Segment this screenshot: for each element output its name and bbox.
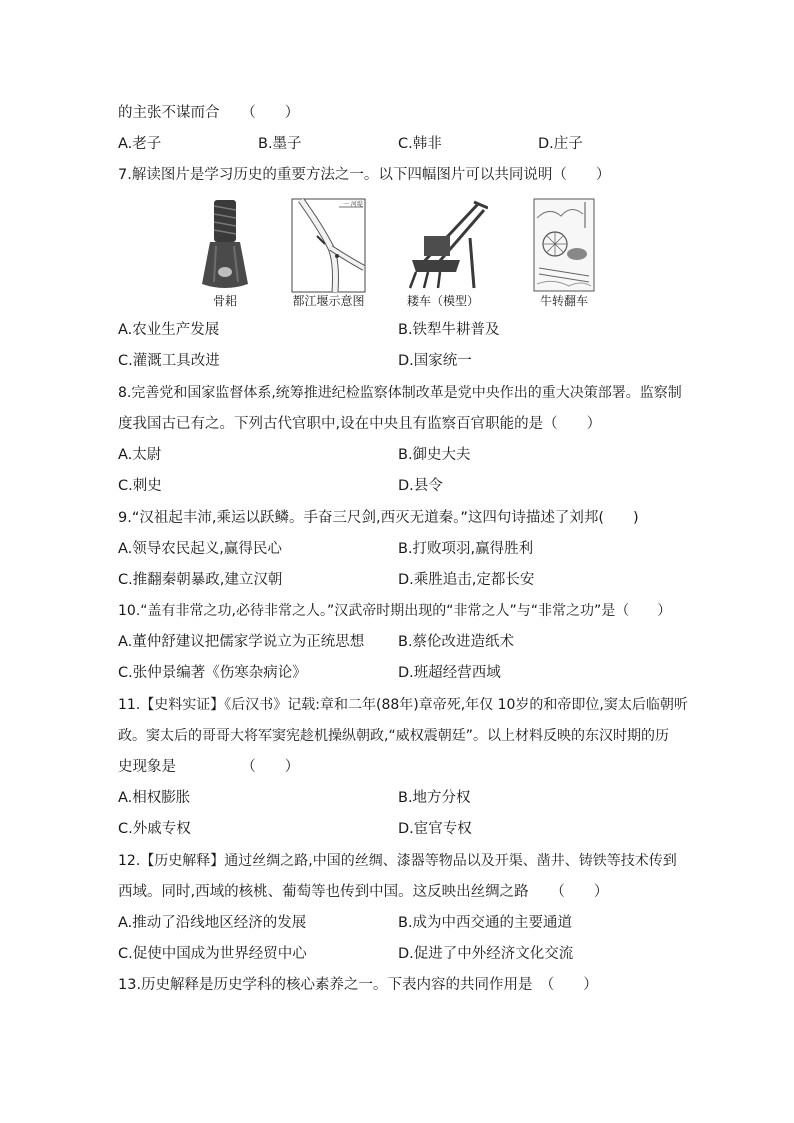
q12-option-d: D.促进了中外经济文化交流 — [398, 946, 574, 962]
q12-option-a: A.推动了沿线地区经济的发展 — [118, 915, 307, 931]
q9-option-b: B.打败项羽,赢得胜利 — [398, 541, 534, 557]
q6-option-b: B.墨子 — [258, 136, 302, 152]
q10-option-a: A.董仲舒建议把儒家学说立为正统思想 — [118, 634, 365, 650]
figure-caption-dujiangyan-map: 都江堰示意图 — [292, 294, 365, 308]
q10-option-d: D.班超经营西域 — [398, 665, 501, 681]
q12-stem-line-1: 12.【历史解释】通过丝绸之路,中国的丝绸、漆器等物品以及开渠、凿井、铸铁等技术传到 — [118, 853, 677, 869]
q11-stem-line-2: 政。窦太后的哥哥大将军窦宪趁机操纵朝政,“威权震朝廷”。以上材料反映的东汉时期的历 — [118, 728, 669, 744]
q7-option-a: A.农业生产发展 — [118, 322, 220, 338]
figure-caption-seed-drill: 耧车（模型） — [406, 294, 479, 308]
q8-option-b: B.御史大夫 — [398, 447, 471, 463]
seed-drill-icon — [398, 198, 488, 293]
q7-option-d: D.国家统一 — [398, 353, 472, 369]
figure-bone-spade — [180, 198, 270, 293]
q10-option-c: C.张仲景编著《伤寒杂病论》 — [118, 665, 307, 681]
q9-option-a: A.领导农民起义,赢得民心 — [118, 541, 282, 557]
q6-option-a: A.老子 — [118, 136, 162, 152]
q11-option-a: A.相权膨胀 — [118, 790, 191, 806]
q6-option-c: C.韩非 — [398, 136, 442, 152]
q9-option-c: C.推翻秦朝暴政,建立汉朝 — [118, 572, 283, 588]
ox-waterwheel-icon — [533, 198, 595, 293]
bone-spade-icon — [180, 198, 270, 293]
q8-stem-line-2: 度我国古已有之。下列古代官职中,设在中央且有监察百官职能的是（ ） — [118, 416, 602, 432]
figure-caption-bone-spade: 骨耜 — [212, 294, 237, 308]
q9-option-d: D.乘胜追击,定都长安 — [398, 572, 535, 588]
q9-stem: 9.“汉祖起丰沛,乘运以跃鳞。手奋三尺剑,西灭无道秦。”这四句诗描述了刘邦( ) — [118, 510, 639, 526]
q10-option-b: B.蔡伦改进造纸术 — [398, 634, 515, 650]
q6-stem-tail: 的主张不谋而合 （ ） — [118, 105, 300, 121]
q11-stem-line-1: 11.【史料实证】《后汉书》记载:章和二年(88年)章帝死,年仅 10岁的和帝即位,窦太后临朝听 — [118, 697, 688, 713]
q11-option-c: C.外戚专权 — [118, 821, 191, 837]
q8-stem-line-1: 8.完善党和国家监督体系,统筹推进纪检监察体制改革是党中央作出的重大决策部署。监察制 — [118, 385, 682, 401]
q11-stem-line-3: 史现象是 （ ） — [118, 759, 300, 775]
q10-stem: 10.“盖有非常之功,必待非常之人。”汉武帝时期出现的“非常之人”与“非常之功”是（ ） — [118, 603, 672, 619]
figure-seed-drill — [398, 198, 488, 293]
q7-stem: 7.解读图片是学习历史的重要方法之一。以下四幅图片可以共同说明（ ） — [118, 167, 611, 183]
q7-option-c: C.灌溉工具改进 — [118, 353, 220, 369]
q7-option-b: B.铁犁牛耕普及 — [398, 322, 500, 338]
map-legend-text: 一 河堤 — [343, 201, 363, 208]
q12-option-c: C.促使中国成为世界经贸中心 — [118, 946, 307, 962]
q8-option-c: C.刺史 — [118, 478, 162, 494]
figure-caption-ox-waterwheel: 牛转翻车 — [539, 294, 588, 308]
q6-option-d: D.庄子 — [538, 136, 583, 152]
figure-ox-waterwheel — [533, 198, 595, 293]
q8-option-a: A.太尉 — [118, 447, 162, 463]
dujiangyan-map-icon — [291, 198, 366, 293]
q12-option-b: B.成为中西交通的主要通道 — [398, 915, 573, 931]
figure-dujiangyan-map — [291, 198, 366, 293]
q13-stem: 13.历史解释是历史学科的核心素养之一。下表内容的共同作用是 （ ） — [118, 977, 598, 993]
q11-option-b: B.地方分权 — [398, 790, 471, 806]
q8-option-d: D.县令 — [398, 478, 443, 494]
q12-stem-line-2: 西域。同时,西域的核桃、葡萄等也传到中国。这反映出丝绸之路 （ ） — [118, 884, 609, 900]
q11-option-d: D.宦官专权 — [398, 821, 472, 837]
